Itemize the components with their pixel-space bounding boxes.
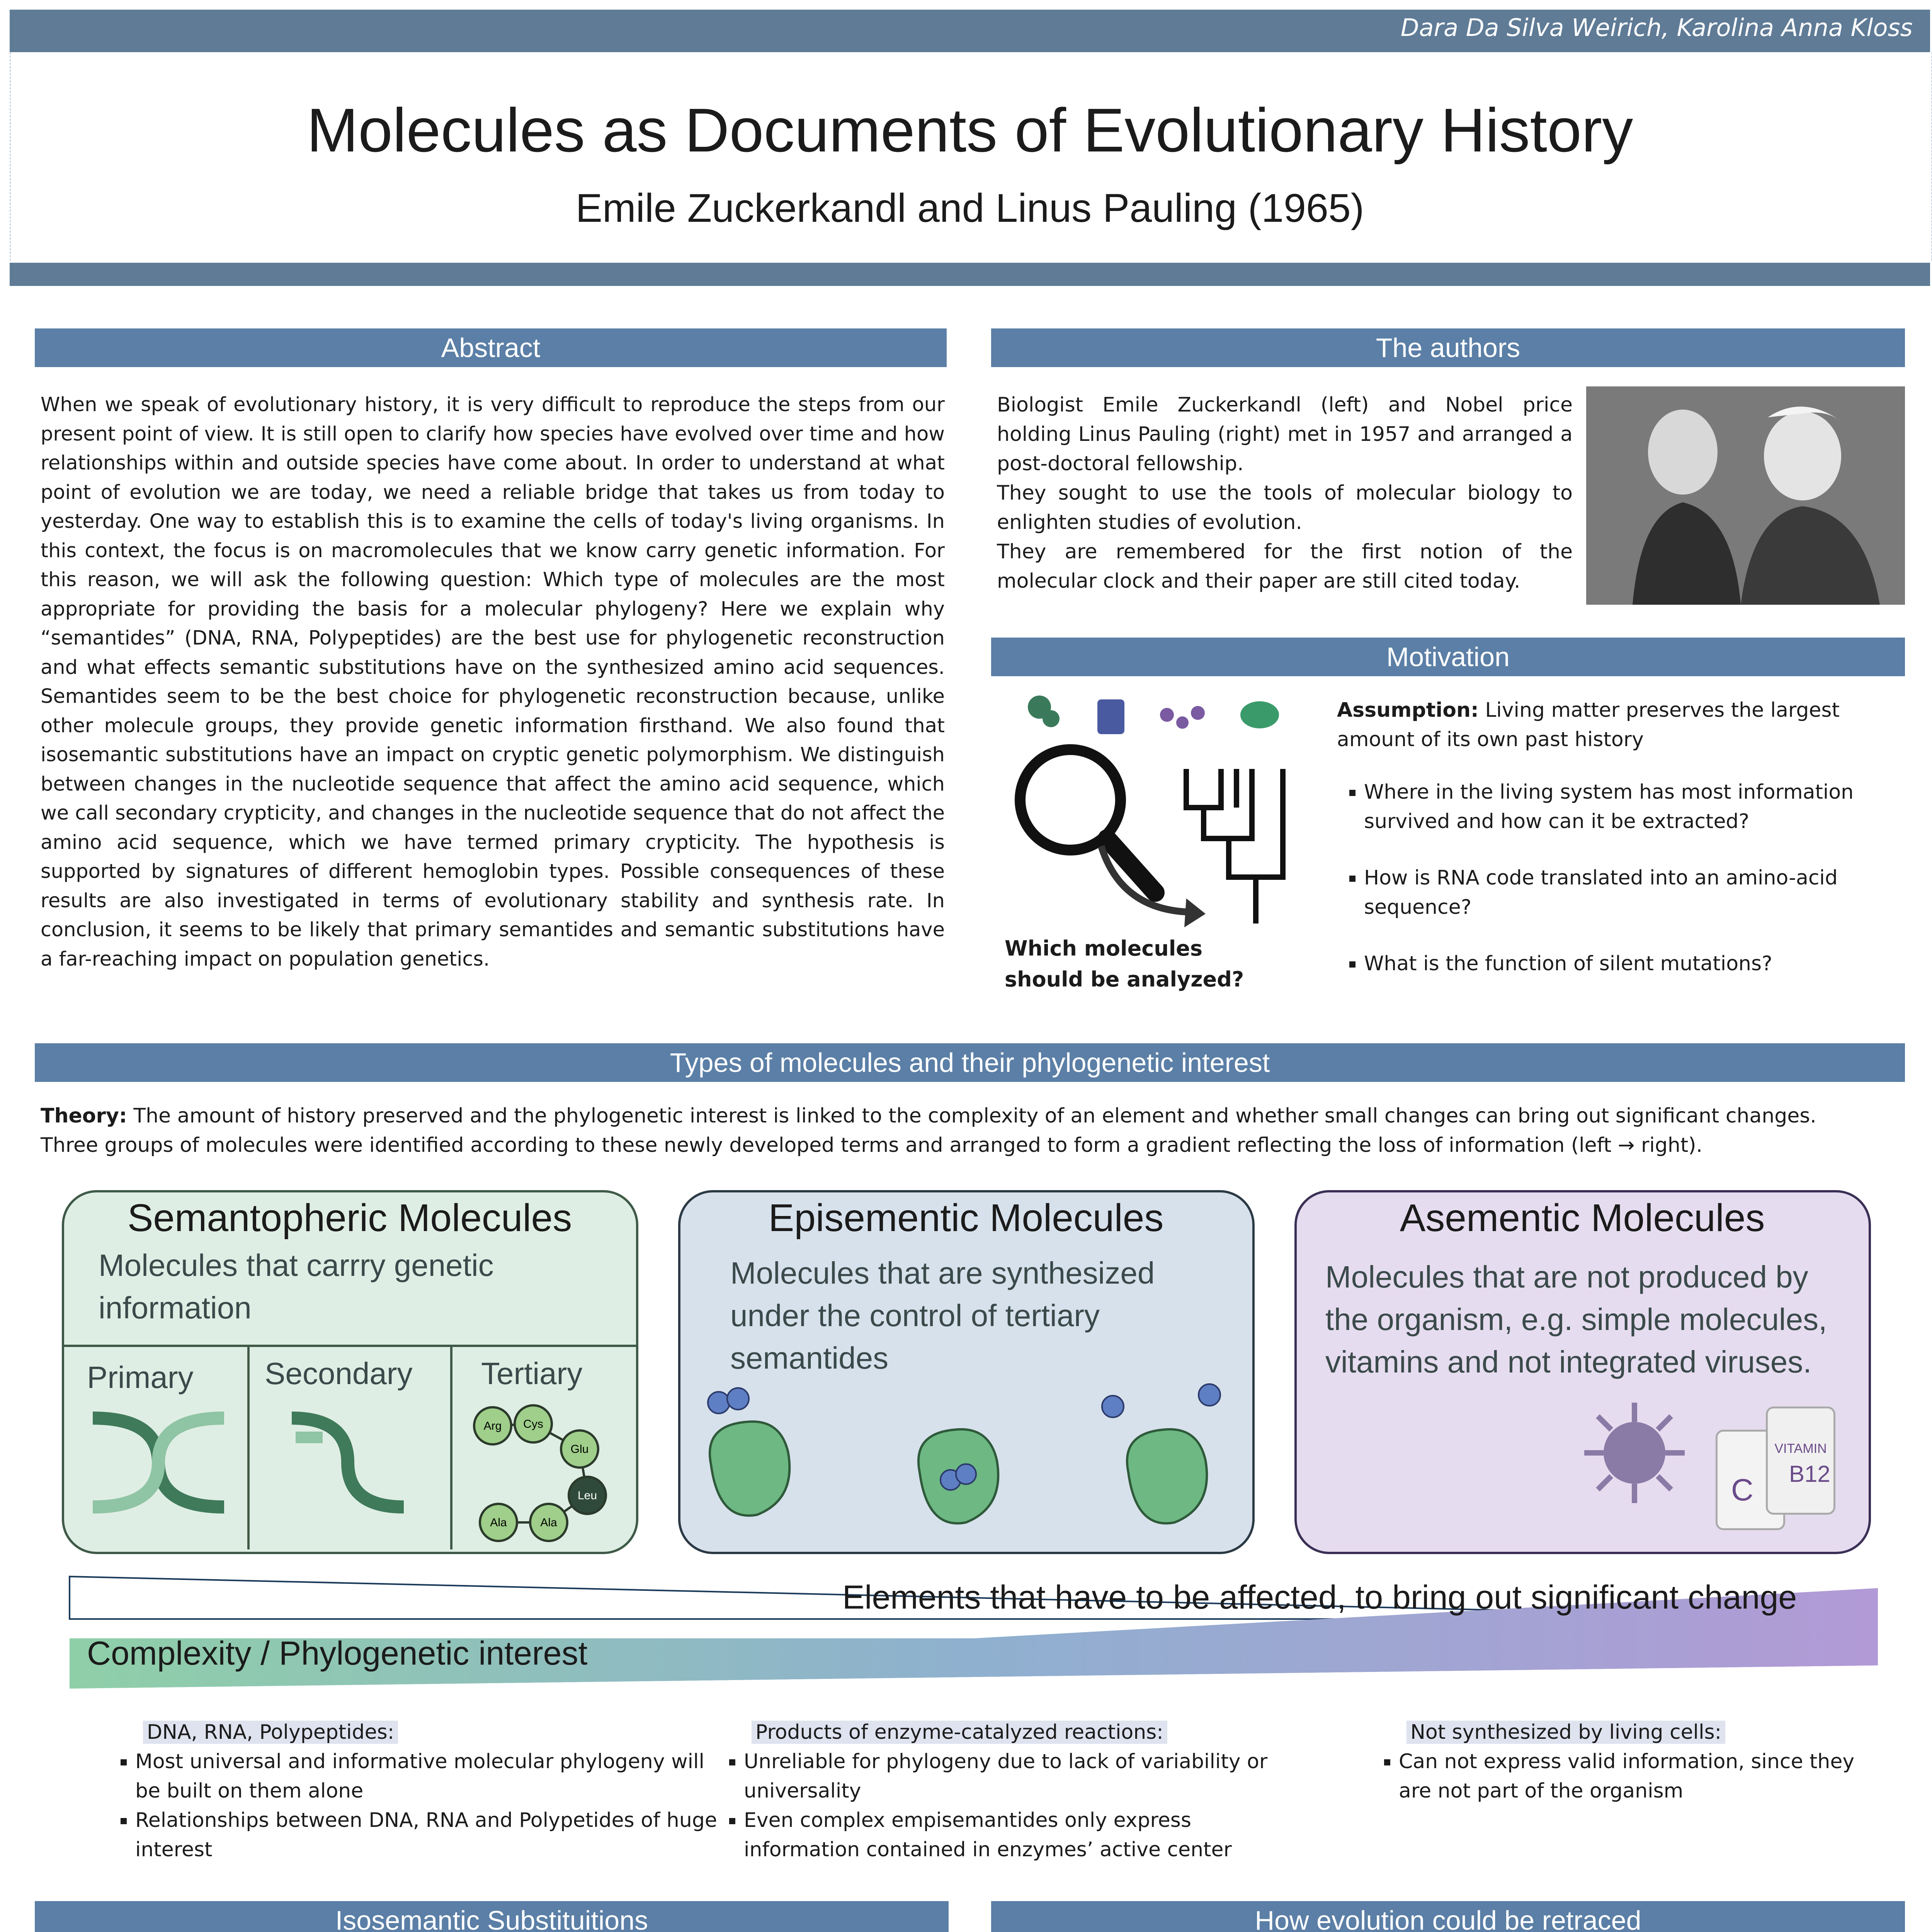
- col-primary: Primary: [87, 1360, 194, 1395]
- vitamin-c: C: [1731, 1473, 1753, 1507]
- header-bottom-bar: [10, 263, 1930, 286]
- types-heading: Types of molecules and their phylogenetic interest: [35, 1043, 1905, 1082]
- amino-ala: Ala: [490, 1516, 507, 1529]
- assumption-label: Assumption:: [1337, 699, 1479, 722]
- col-tertiary: Tertiary: [481, 1356, 583, 1391]
- col1-text: [135, 1718, 723, 1864]
- col3-text: [1399, 1718, 1870, 1806]
- divider: [247, 1346, 250, 1549]
- rna-icon: [284, 1406, 412, 1519]
- vitamin-b12: B12: [1789, 1461, 1830, 1487]
- vitamin-label: VITAMIN: [1774, 1441, 1827, 1456]
- episemantic-title: Episementic Molecules: [768, 1196, 1164, 1240]
- amino-cys: Cys: [523, 1418, 543, 1430]
- retrace-heading: How evolution could be retraced: [991, 1901, 1905, 1932]
- motivation-bullet: ▪ What is the function of silent mutations?: [1364, 949, 1901, 978]
- col2-text: [744, 1718, 1293, 1864]
- polypeptide-chain: [468, 1403, 622, 1546]
- isosemantic-heading: Isosemantic Substituitions: [35, 1901, 949, 1932]
- abstract-text: When we speak of evolutionary history, it is very difficult to reproduce the steps from our present point of view. It is still open to clarify how species have evolved over time and how relationships within and outside species have come about. In order to understand at what point of evolution we are today, we need a reliable bridge that takes us from today to yesterday. One way to establish this is to examine the cells of today's living organisms. In this context, the focus is on macromolecules that we know carry genetic information. For this reason, we will ask the following question: Which type of molecules are the most appropriate for providing the basis for a molecular phylogeny? Here we explain why “semantides” (DNA, RNA, Polypeptides) are the best use for phylogenetic reconstruction and what effects semantic substitutions have on the synthesized amino acid sequences. Semantides seem to be the best choice for phylogenetic reconstruction because, unlike other molecule groups, they provide genetic information firsthand. We also found that isosemantic substitutions have an impact on cryptic genetic polymorphism. We distinguish between changes in the nucleotide sequence that affect the amino acid sequence, which we call secondary crypticity, and changes in the nucleotide sequence that do not affect the amino acid sequence, which we have termed primary crypticity. The hypothesis is supported by signatures of different hemoglobin types. Possible consequences of these results are also investigated in terms of evolutionary stability and synthesis rate. In conclusion, it seems to be likely that primary semantides and semantic substitutions have a far-reaching impact on population genetics.: [41, 393, 945, 971]
- page-title: Molecules as Documents of Evolutionary History: [306, 95, 1633, 165]
- episemantic-desc: Molecules that are synthesized under the control of tertiary semantides: [730, 1256, 1155, 1375]
- asemantic-title: Asementic Molecules: [1400, 1196, 1765, 1240]
- vitamin-bottles: [1716, 1406, 1843, 1534]
- authors-text: [997, 390, 1573, 596]
- gradient-bottom-label: Complexity / Phylogenetic interest: [87, 1635, 588, 1672]
- motivation-text: [1337, 696, 1901, 978]
- semantopheric-desc: Molecules that carrry genetic information: [99, 1248, 494, 1325]
- amino-glu: Glu: [570, 1443, 589, 1456]
- amino-leu: Leu: [577, 1489, 597, 1502]
- semantopheric-title: Semantopheric Molecules: [127, 1196, 572, 1240]
- authors-heading: The authors: [991, 328, 1905, 367]
- col3-head: Not synthesized by living cells:: [1406, 1721, 1725, 1744]
- theory-line1: The amount of history preserved and the phylogenetic interest is linked to the complexity of an element and whether small changes can bring out significant changes.: [127, 1104, 1816, 1128]
- theory-line2: Three groups of molecules were identified according to these newly developed terms and arranged to form a gradient reflecting the loss of information (left → right).: [41, 1134, 1703, 1157]
- amino-arg: Arg: [483, 1420, 502, 1432]
- motivation-heading: Motivation: [991, 638, 1905, 676]
- asemantic-desc: Molecules that are not produced by the organism, e.g. simple molecules, vitamins and not integrated viruses.: [1325, 1260, 1827, 1379]
- motivation-bullet: ▪ Where in the living system has most information survived and how can it be extracted?: [1364, 777, 1901, 836]
- col2-bullet: ▪ Unreliable for phylogeny due to lack of variability or universality: [744, 1747, 1293, 1806]
- authors-line: They sought to use the tools of molecular biology to enlighten studies of evolution.: [997, 481, 1573, 534]
- col2-head: Products of enzyme-catalyzed reactions:: [752, 1721, 1167, 1744]
- theory-label: Theory:: [41, 1104, 127, 1128]
- col2-bullet: ▪ Even complex empisemantides only express information contained in enzymes’ active center: [744, 1806, 1293, 1864]
- virus-icon: [1577, 1395, 1692, 1511]
- motivation-bullet: ▪ How is RNA code translated into an amino-acid sequence?: [1364, 863, 1901, 922]
- authors-line: They are remembered for the first notion of the molecular clock and their paper are still cited today.: [997, 540, 1573, 593]
- authors-photo: [1586, 386, 1905, 605]
- motivation-caption: Which molecules should be analyzed?: [1005, 936, 1244, 992]
- enzyme-figure: [696, 1383, 1236, 1538]
- col3-bullet: ▪ Can not express valid information, since they are not part of the organism: [1399, 1747, 1870, 1806]
- col1-head: DNA, RNA, Polypeptides:: [143, 1721, 398, 1744]
- divider: [64, 1345, 636, 1347]
- authors-banner: Dara Da Silva Weirich, Karolina Anna Kloss: [1400, 14, 1913, 42]
- dna-icon: [85, 1406, 232, 1519]
- col1-bullet: ▪ Relationships between DNA, RNA and Polypetides of huge interest: [135, 1806, 723, 1864]
- col-secondary: Secondary: [265, 1356, 413, 1391]
- amino-ala: Ala: [540, 1516, 557, 1529]
- assumption-text: Living matter preserves the largest amount of its own past history: [1337, 699, 1840, 751]
- divider: [450, 1346, 452, 1549]
- gradient-top-label: Elements that have to be affected, to bring out significant change: [842, 1579, 1797, 1616]
- page-subtitle: Emile Zuckerkandl and Linus Pauling (1965): [575, 186, 1364, 231]
- col1-bullet: ▪ Most universal and informative molecular phylogeny will be built on them alone: [135, 1747, 723, 1806]
- authors-line: Biologist Emile Zuckerkandl (left) and Nobel price holding Linus Pauling (right) met in 1957 and arranged a post-doctoral fellowship.: [997, 393, 1573, 475]
- abstract-heading: Abstract: [35, 328, 947, 367]
- theory-text: [41, 1101, 1903, 1160]
